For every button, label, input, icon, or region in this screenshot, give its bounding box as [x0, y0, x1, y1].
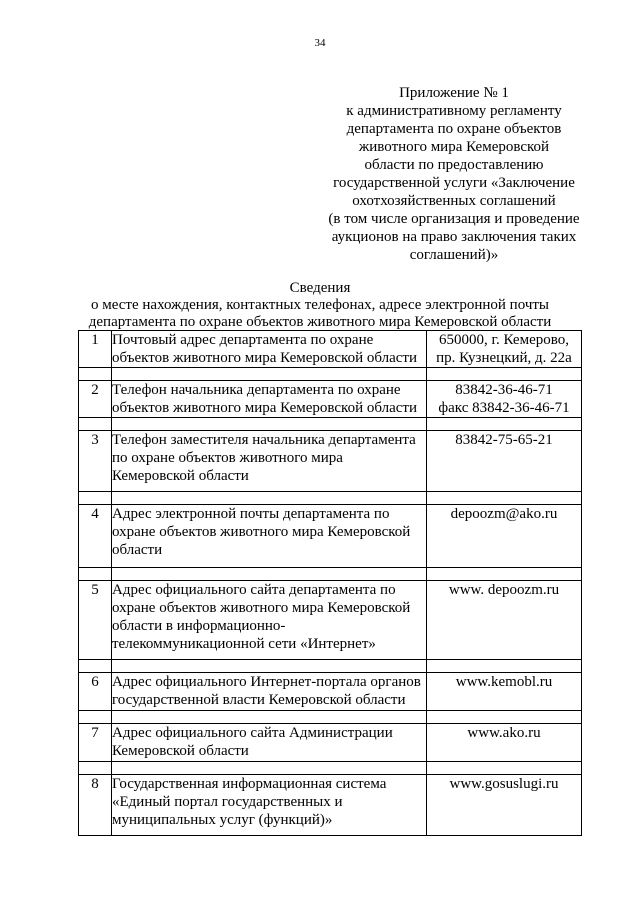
- heading-subtitle: о месте нахождения, контактных телефонах, адресе электронной почты: [91, 297, 549, 313]
- row-value-line: 83842-36-46-71: [455, 382, 553, 398]
- row-spacer: [79, 492, 582, 505]
- table-row: [79, 381, 582, 418]
- appendix-line: аукционов на право заключения таких: [331, 229, 577, 245]
- row-number: 4: [79, 505, 112, 568]
- row-value: depoozm@ako.ru: [427, 505, 582, 568]
- contact-info-table: [78, 330, 582, 836]
- row-value: 83842-75-65-21: [427, 431, 582, 492]
- row-spacer: [79, 660, 582, 673]
- row-value: www.gosuslugi.ru: [427, 775, 582, 836]
- row-value: www. depoozm.ru: [427, 581, 582, 660]
- row-description: Адрес официального сайта департамента по охране объектов животного мира Кемеровской области в информационно-телекоммуникационной сети «Интернет»: [112, 581, 427, 660]
- row-description: Телефон заместителя начальника департамента по охране объектов животного мира Кемеровской области: [112, 431, 427, 492]
- row-number: 7: [79, 724, 112, 762]
- row-description: Адрес официального Интернет-портала органов государственной власти Кемеровской области: [112, 673, 427, 711]
- appendix-line: области по предоставлению: [364, 157, 544, 173]
- table-row: [79, 505, 582, 568]
- row-value: [427, 381, 582, 418]
- row-value: www.kemobl.ru: [427, 673, 582, 711]
- appendix-header: [318, 84, 590, 264]
- heading-title: Сведения: [289, 280, 351, 296]
- table-row: [79, 431, 582, 492]
- row-number: 3: [79, 431, 112, 492]
- appendix-line: государственной услуги «Заключение: [333, 175, 575, 191]
- row-number: 2: [79, 381, 112, 418]
- table-row: [79, 724, 582, 762]
- appendix-line: животного мира Кемеровской: [358, 139, 550, 155]
- row-value-line: 650000, г. Кемерово,: [439, 332, 569, 348]
- appendix-line: охотхозяйственных соглашений: [352, 193, 556, 209]
- row-description: Адрес электронной почты департамента по охране объектов животного мира Кемеровской области: [112, 505, 427, 568]
- table-row: [79, 673, 582, 711]
- appendix-line: Приложение № 1: [399, 85, 509, 101]
- row-description: Адрес официального сайта Администрации Кемеровской области: [112, 724, 427, 762]
- row-description: Государственная информационная система «Единый портал государственных и муниципальных услуг (функций)»: [112, 775, 427, 836]
- row-number: 8: [79, 775, 112, 836]
- row-value-line: факс 83842-36-46-71: [438, 400, 570, 416]
- row-spacer: [79, 762, 582, 775]
- row-description: Телефон начальника департамента по охране объектов животного мира Кемеровской области: [112, 381, 427, 418]
- page-number: 34: [314, 37, 326, 49]
- row-value: www.ako.ru: [427, 724, 582, 762]
- row-value-line: пр. Кузнецкий, д. 22а: [436, 350, 572, 366]
- appendix-line: соглашений)»: [409, 247, 499, 263]
- row-spacer: [79, 568, 582, 581]
- table-row: [79, 331, 582, 368]
- row-spacer: [79, 418, 582, 431]
- heading-subtitle: департамента по охране объектов животного мира Кемеровской области: [88, 314, 552, 330]
- table-row: [79, 581, 582, 660]
- appendix-line: к административному регламенту: [346, 103, 562, 119]
- row-number: 5: [79, 581, 112, 660]
- appendix-line: (в том числе организация и проведение: [328, 211, 580, 227]
- row-spacer: [79, 711, 582, 724]
- appendix-line: департамента по охране объектов: [346, 121, 562, 137]
- document-heading: [0, 280, 640, 331]
- row-spacer: [79, 368, 582, 381]
- row-value: [427, 331, 582, 368]
- table-row: [79, 775, 582, 836]
- row-number: 1: [79, 331, 112, 368]
- row-description: Почтовый адрес департамента по охране объектов животного мира Кемеровской области: [112, 331, 427, 368]
- row-number: 6: [79, 673, 112, 711]
